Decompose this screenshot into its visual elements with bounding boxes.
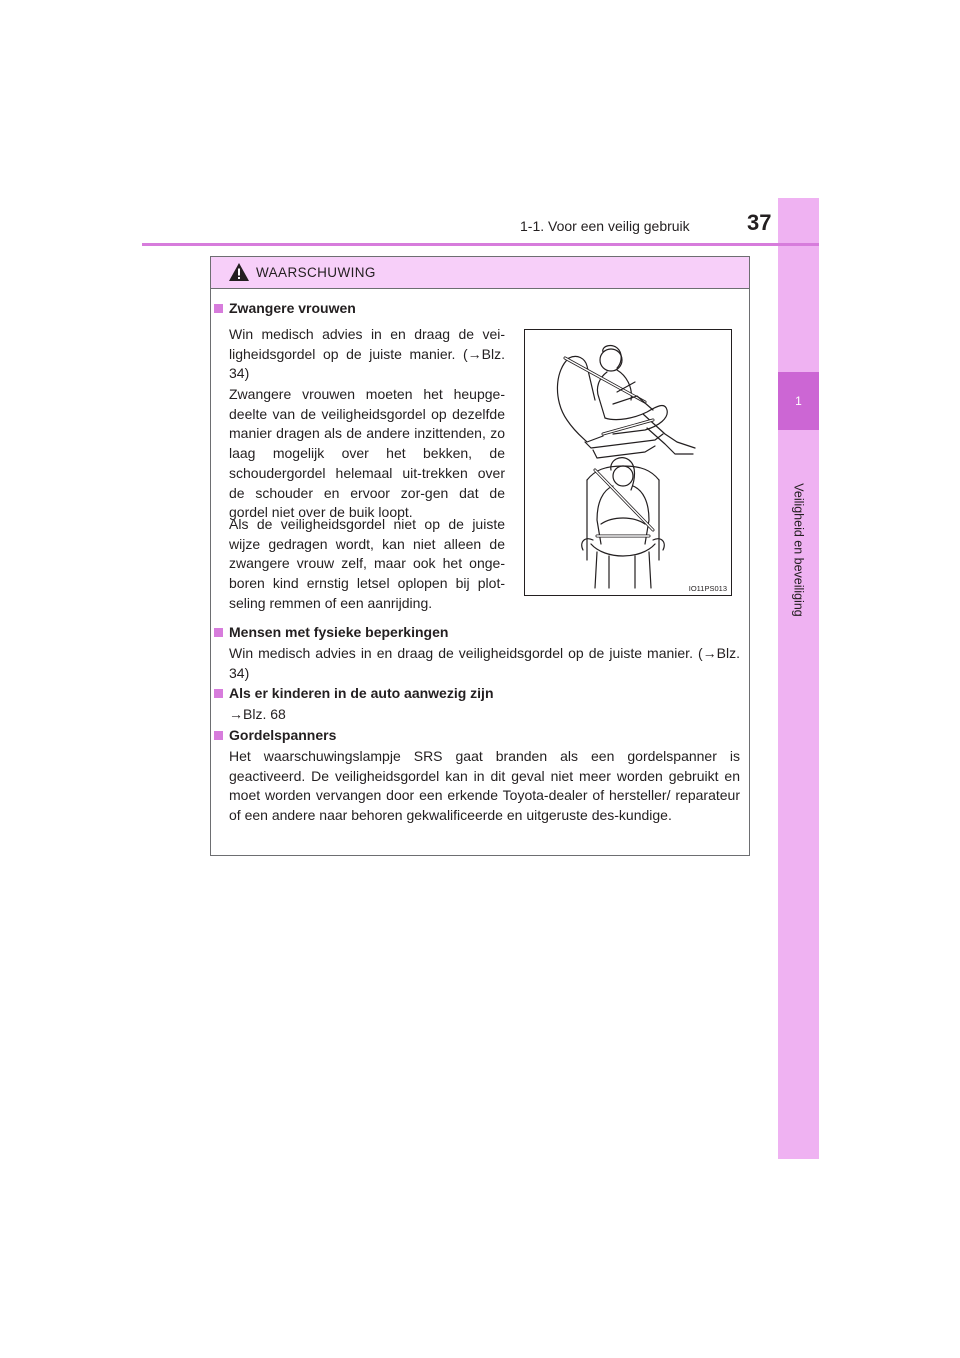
chapter-number: 1: [795, 394, 802, 408]
paragraph-pregnant-1: Win medisch advies in en draag de vei-ligheidsgordel op de juiste manier. (→Blz. 34): [229, 326, 505, 382]
warning-title: WAARSCHUWING: [256, 265, 376, 280]
seatbelt-illustration: [524, 329, 732, 596]
header-rule: [142, 243, 819, 246]
chapter-title-container: [778, 430, 819, 670]
paragraph-pregnant-3: Als de veiligheidsgordel niet op de juiste wijze gedragen wordt, kan niet alleen de zwangere vrouw zelf, maar ook het onge-boren kind ernstig letsel oplopen bij plot-seling remmen of een aanrijding.: [229, 516, 505, 611]
section-heading-pretensioners: Gordelspanners: [214, 727, 336, 743]
page-number: 37: [747, 210, 772, 235]
warning-triangle-icon: [228, 262, 250, 282]
side-tab: [778, 198, 819, 1159]
chapter-tab[interactable]: [778, 372, 819, 430]
section-heading-pregnant: Zwangere vrouwen: [214, 300, 356, 316]
paragraph-children: →Blz. 68: [229, 706, 286, 722]
bullet-square-icon: [214, 689, 223, 698]
bullet-square-icon: [214, 304, 223, 313]
pregnant-woman-seatbelt-drawing: [525, 330, 731, 595]
section-heading-disabilities: Mensen met fysieke beperkingen: [214, 624, 448, 640]
warning-header: [211, 257, 749, 289]
figure-code: IO11PS013: [688, 584, 727, 593]
paragraph-disabilities: Win medisch advies in en draag de veiligheidsgordel op de juiste manier. (→Blz. 34): [229, 645, 740, 681]
chapter-title: Veiligheid en beveiliging: [791, 483, 806, 617]
paragraph-pretensioners: Het waarschuwingslampje SRS gaat branden als een gordelspanner is geactiveerd. De veiligheidsgordel kan in dit geval niet meer worden gebruikt en moet worden vervangen door een erkende Toyota-dealer of hersteller/ reparateur of een andere naar behoren gekwalificeerde en uitgeruste des-kundige.: [229, 748, 740, 824]
paragraph-pregnant-2: Zwangere vrouwen moeten het heupge-deelte van de veiligheidsgordel op dezelfde manier dragen als de andere inzittenden, zo laag mogelijk over het bekken, de schoudergordel helemaal uit-trekken over de schouder en ervoor zor-gen dat de gordel niet over de buik loopt.: [229, 386, 505, 521]
bullet-square-icon: [214, 628, 223, 637]
bullet-square-icon: [214, 731, 223, 740]
section-heading-children: Als er kinderen in de auto aanwezig zijn: [214, 685, 494, 701]
section-title: 1-1. Voor een veilig gebruik: [520, 218, 690, 234]
